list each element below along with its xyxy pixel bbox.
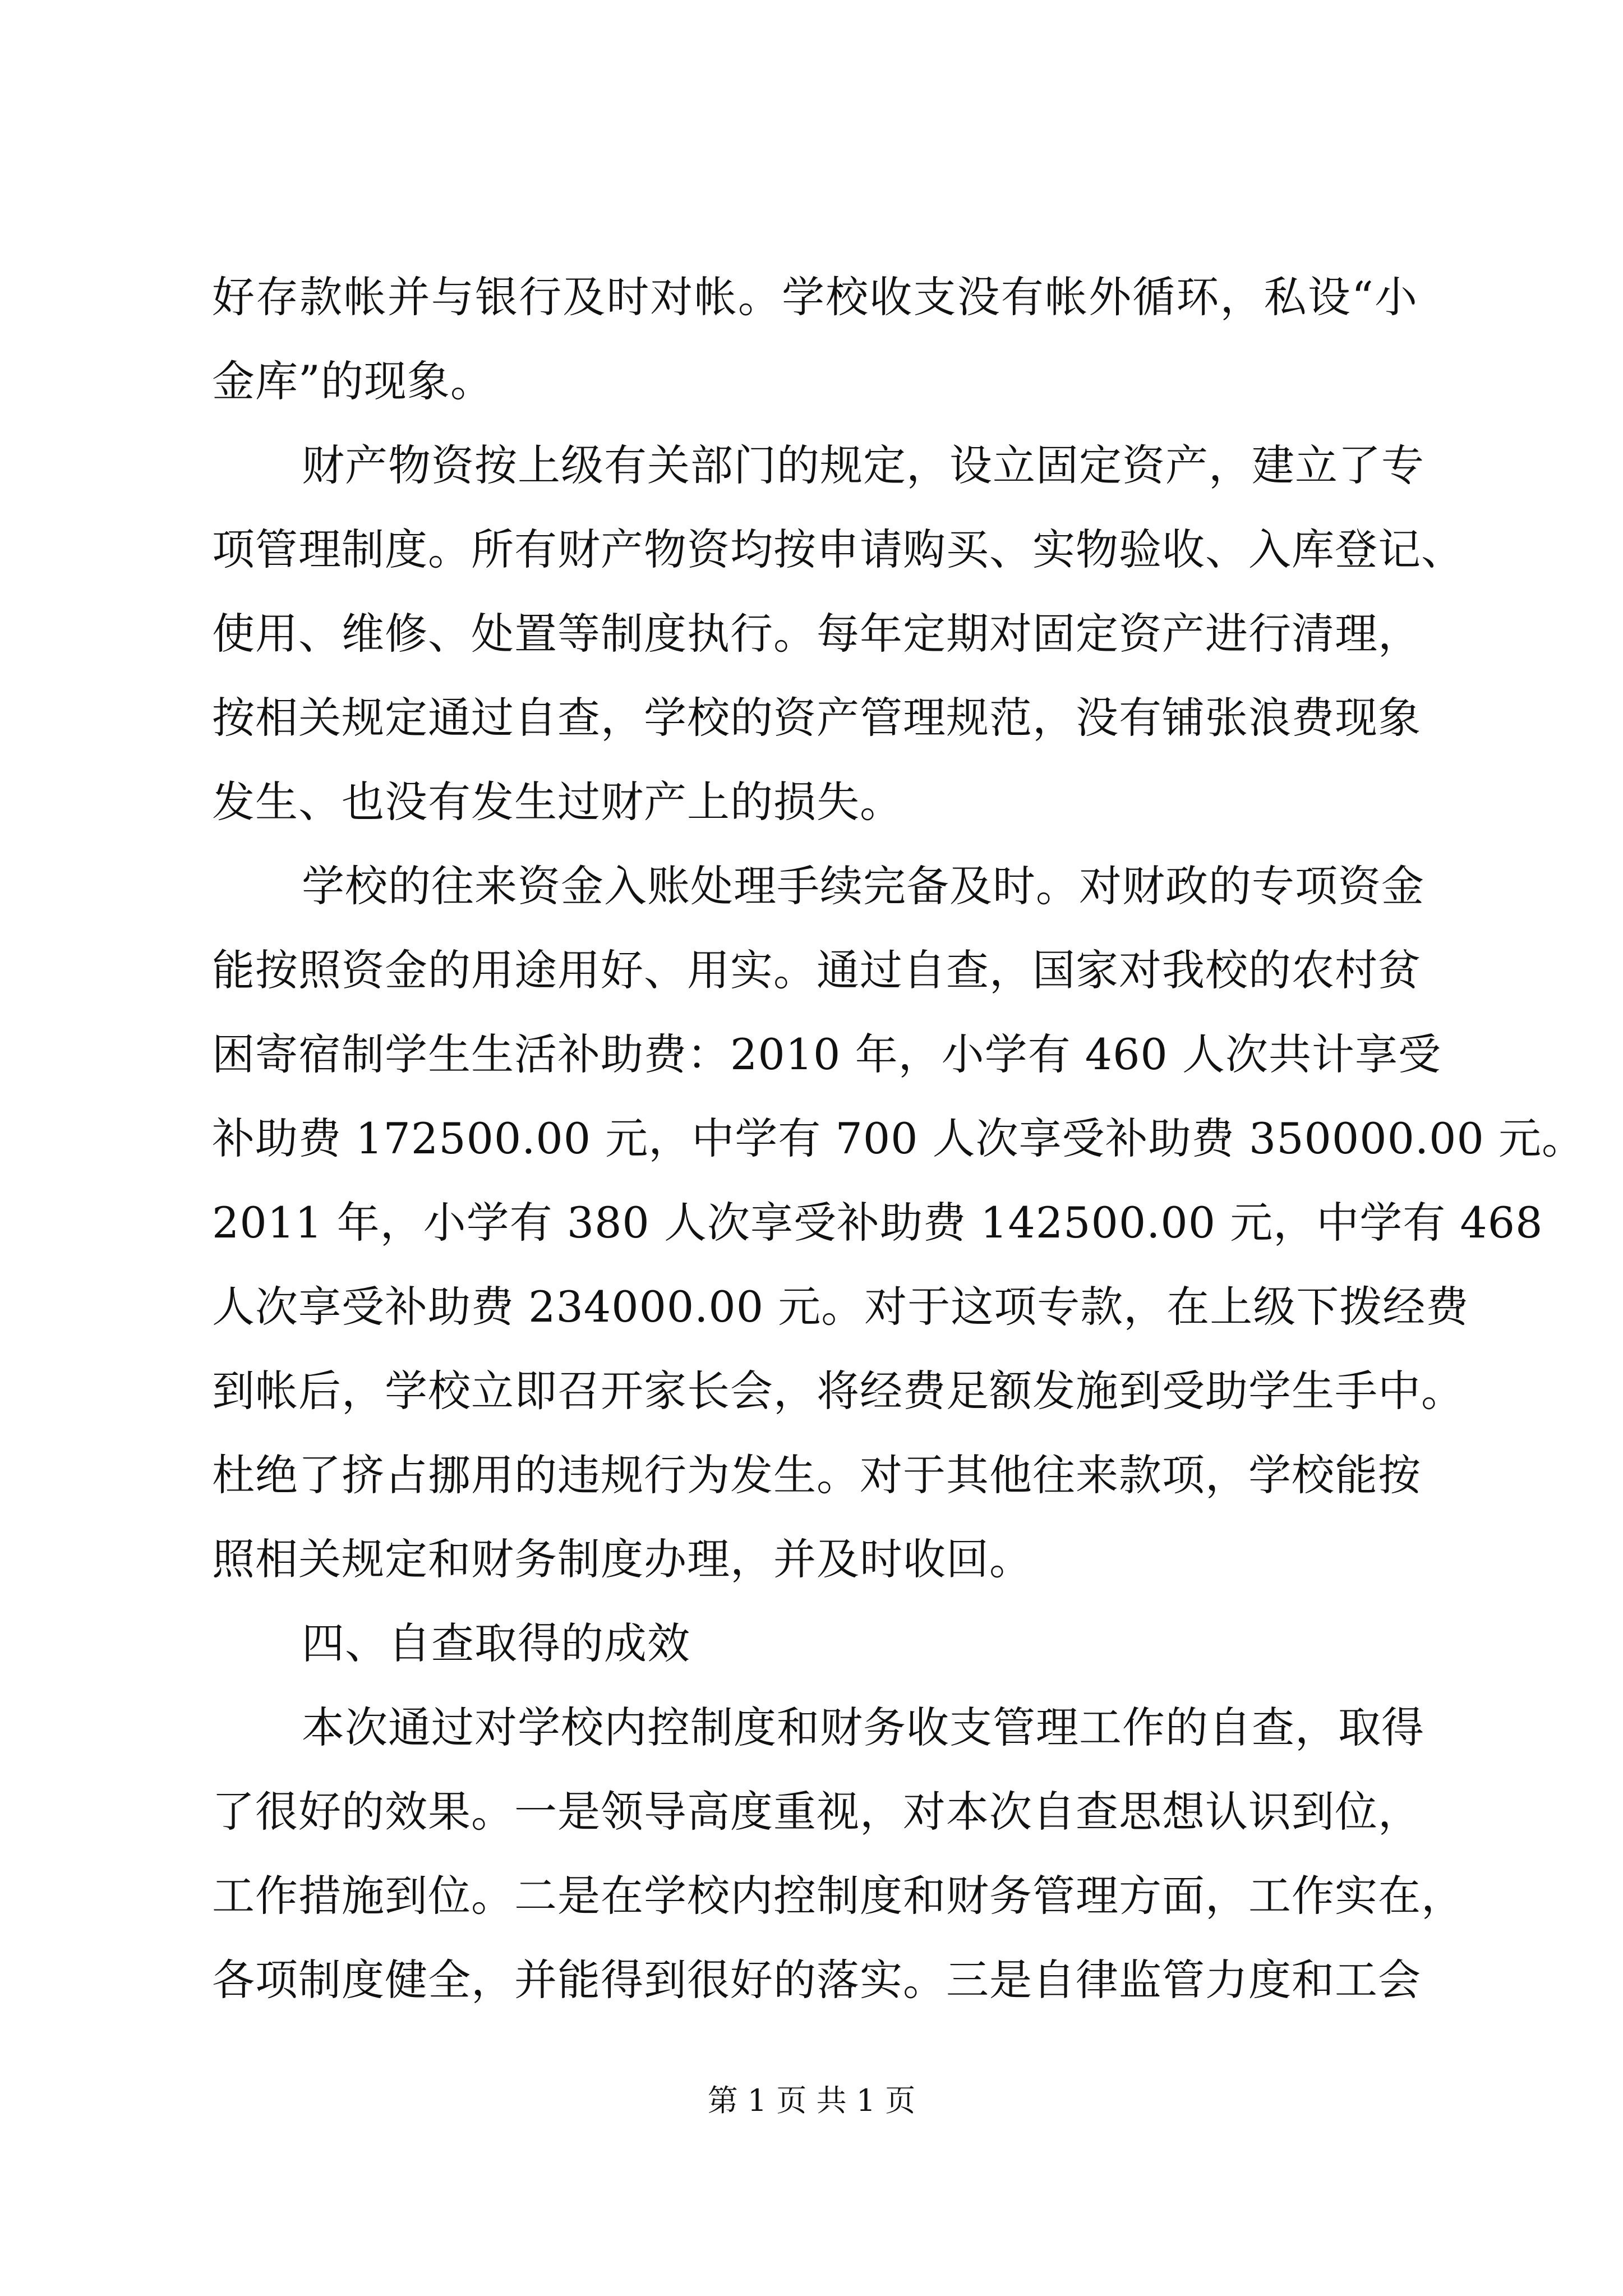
page-number-footer: 第 1 页 共 1 页: [707, 2083, 916, 2118]
text-line: 工作措施到位。二是在学校内控制度和财务管理方面，工作实在，: [212, 1871, 1464, 1921]
text-line: 使用、维修、处置等制度执行。每年定期对固定资产进行清理，: [212, 609, 1421, 659]
text-line: 项管理制度。所有财产物资均按申请购买、实物验收、入库登记、: [212, 524, 1464, 574]
text-line: 金库”的现象。: [212, 356, 494, 406]
text-line: 杜绝了挤占挪用的违规行为发生。对于其他往来款项，学校能按: [212, 1450, 1421, 1500]
text-line: 照相关规定和财务制度办理，并及时收回。: [212, 1534, 1032, 1584]
text-line: 人次享受补助费 234000.00 元。对于这项专款，在上级下拨经费: [212, 1282, 1469, 1332]
section-heading: 四、自查取得的成效: [302, 1618, 690, 1668]
text-line: 了很好的效果。一是领导高度重视，对本次自查思想认识到位，: [212, 1787, 1421, 1837]
paragraph-start-line: 本次通过对学校内控制度和财务收支管理工作的自查，取得: [302, 1703, 1424, 1752]
paragraph-start-line: 财产物资按上级有关部门的规定，设立固定资产，建立了专: [302, 440, 1424, 490]
text-line: 发生、也没有发生过财产上的损失。: [212, 777, 903, 827]
text-line: 按相关规定通过自查，学校的资产管理规范，没有铺张浪费现象: [212, 693, 1421, 743]
text-line: 各项制度健全，并能得到很好的落实。三是自律监管力度和工会: [212, 1955, 1421, 2005]
paragraph-start-line: 学校的往来资金入账处理手续完备及时。对财政的专项资金: [302, 861, 1424, 911]
text-line: 2011 年，小学有 380 人次享受补助费 142500.00 元，中学有 468: [212, 1198, 1543, 1248]
text-line: 补助费 172500.00 元，中学有 700 人次享受补助费 350000.00 元。: [212, 1114, 1585, 1163]
text-line: 好存款帐并与银行及时对帐。学校收支没有帐外循环，私设“小: [212, 272, 1418, 322]
text-line: 困寄宿制学生生活补助费：2010 年，小学有 460 人次共计享受: [212, 1029, 1441, 1079]
text-line: 到帐后，学校立即召开家长会，将经费足额发施到受助学生手中。: [212, 1366, 1464, 1416]
text-line: 能按照资金的用途用好、用实。通过自查，国家对我校的农村贫: [212, 945, 1421, 995]
